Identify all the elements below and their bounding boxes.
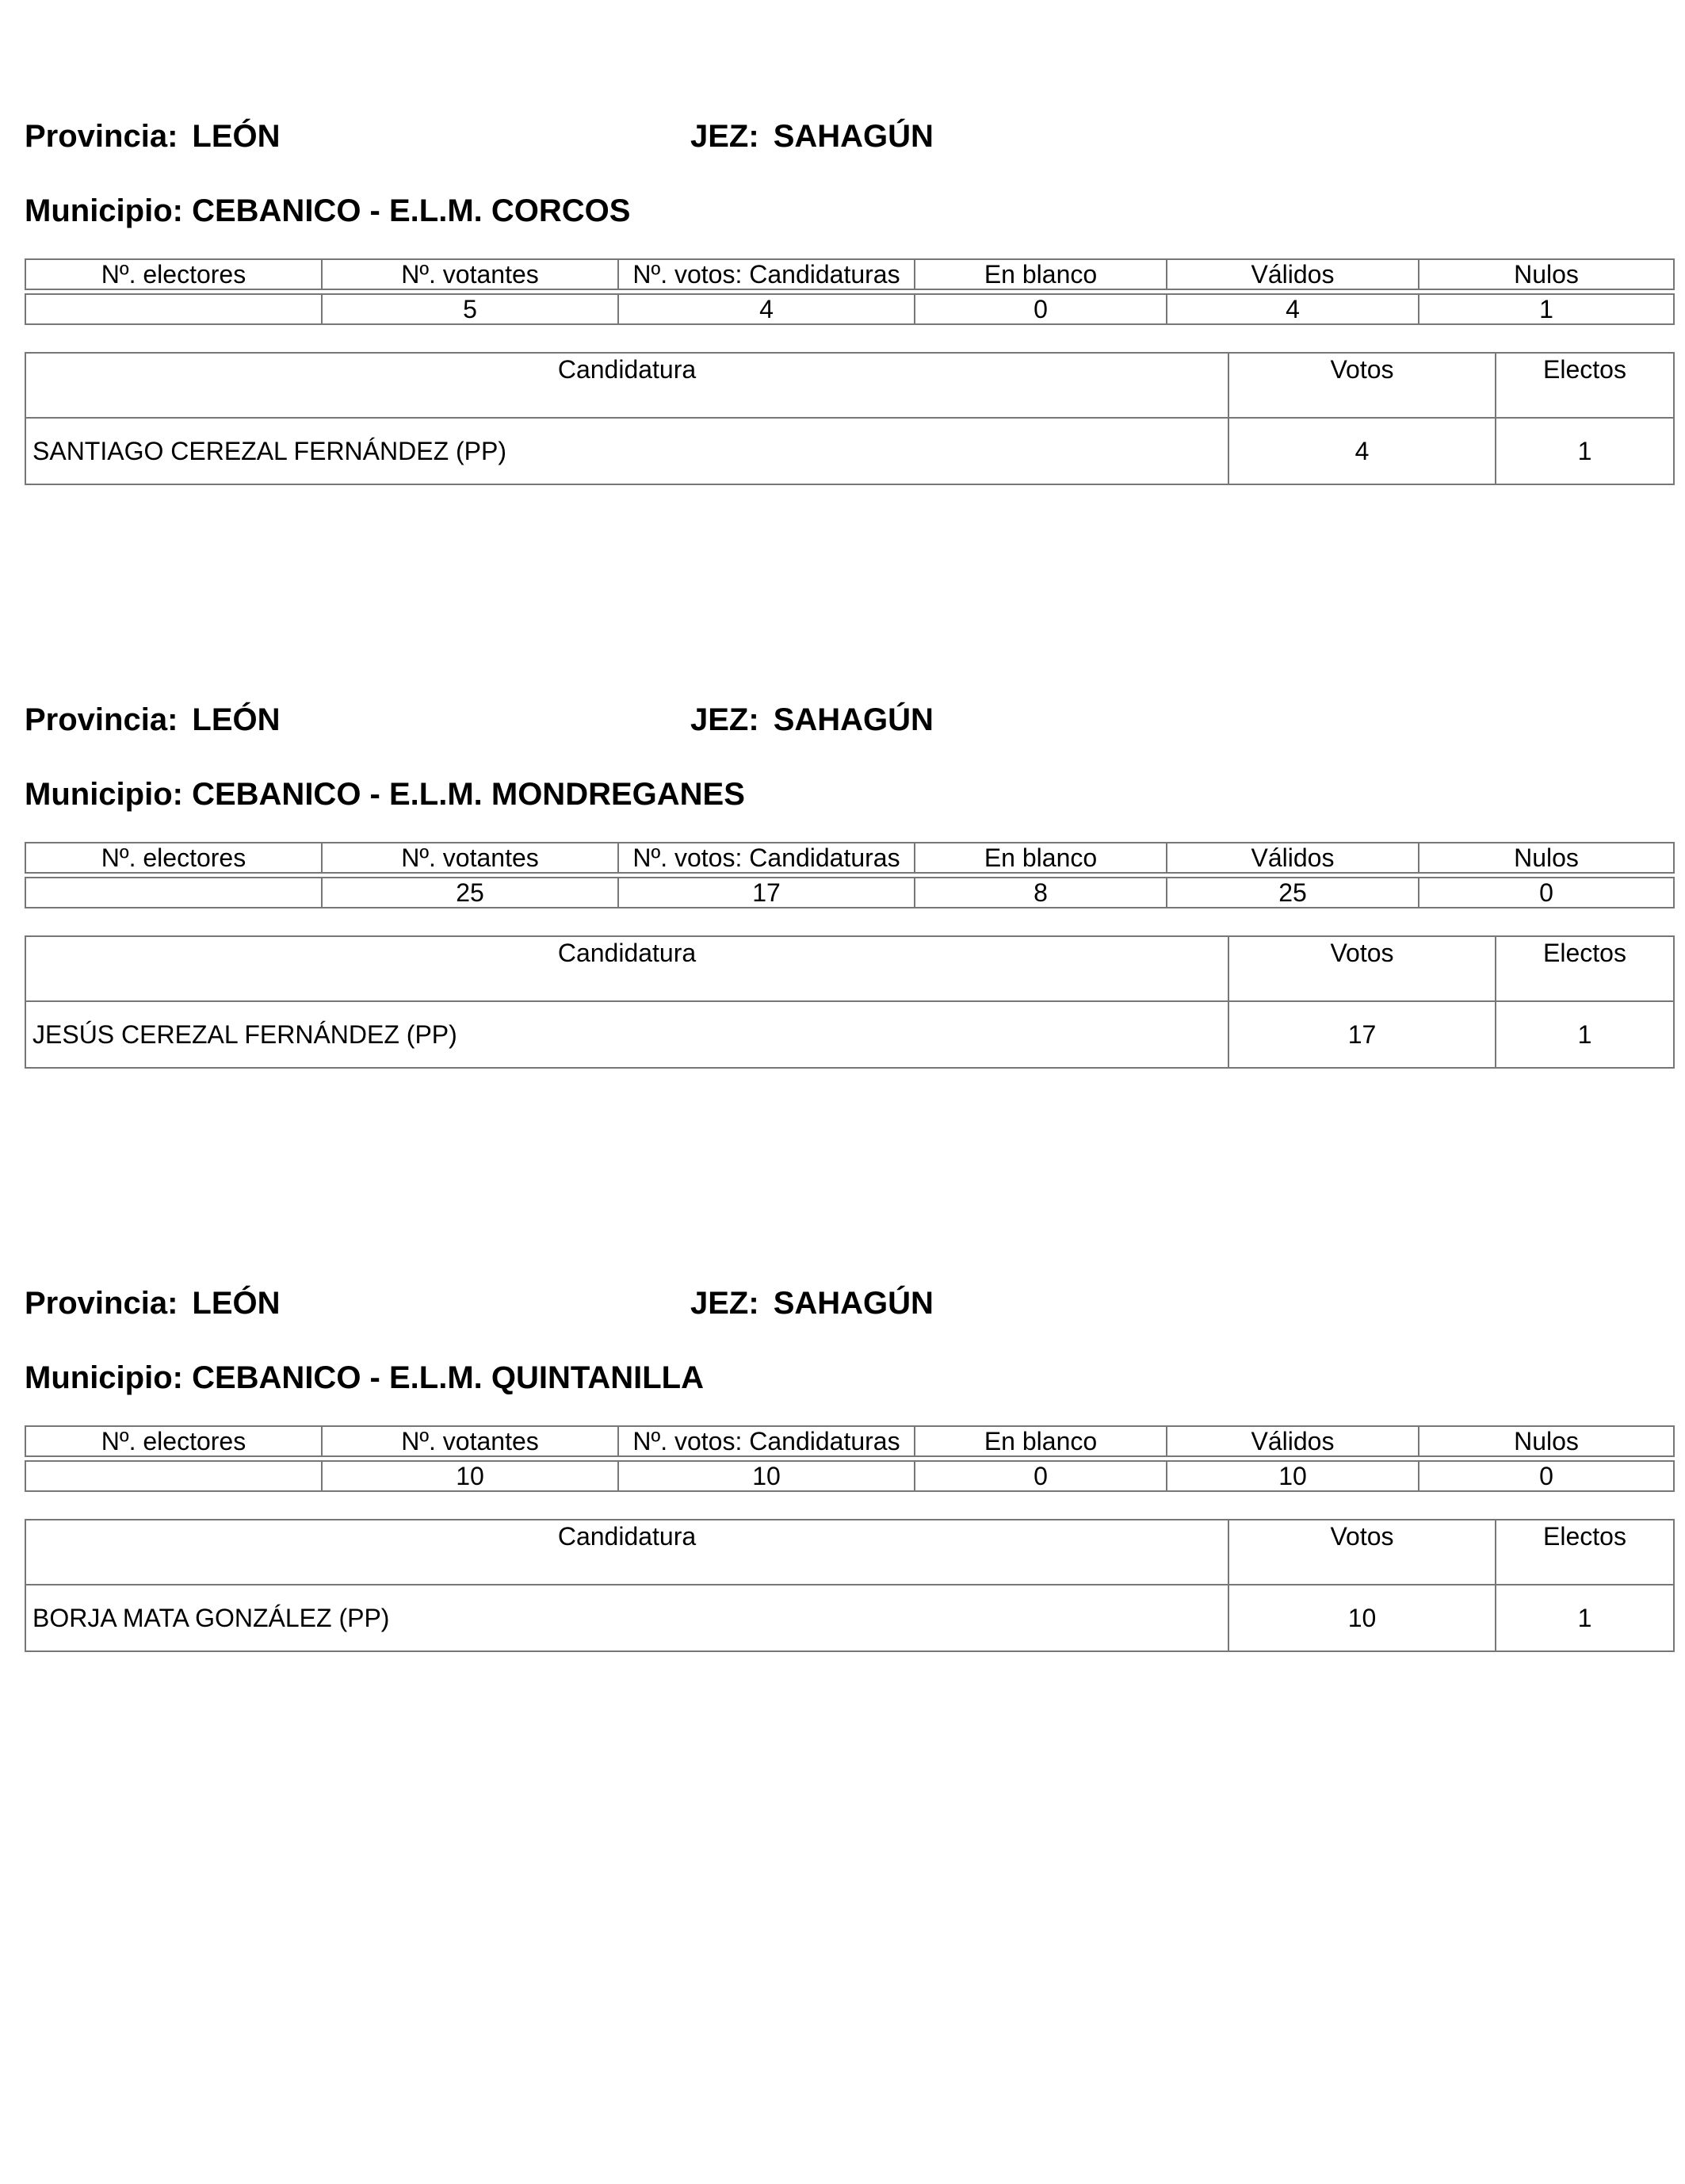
provincia-line — [25, 701, 281, 739]
stats-header-cell: En blanco — [915, 259, 1167, 289]
candidate-electos: 1 — [1496, 1585, 1674, 1651]
stats-table — [25, 258, 1675, 325]
jez-label: JEZ: — [690, 119, 759, 154]
candidate-electos: 1 — [1496, 418, 1674, 484]
stats-header-cell: Nº. electores — [25, 843, 322, 873]
candidate-electos: 1 — [1496, 1001, 1674, 1068]
jez-value: SAHAGÚN — [773, 119, 934, 154]
candidates-table — [25, 935, 1675, 1069]
provincia-label: Provincia: — [25, 1286, 178, 1321]
electos-header: Electos — [1496, 1520, 1674, 1585]
stats-value-cell: 17 — [618, 878, 915, 908]
stats-header-cell: Válidos — [1167, 1426, 1419, 1456]
candidates-table — [25, 1519, 1675, 1652]
municipio-label: Municipio: — [25, 1360, 183, 1395]
stats-header-cell: Nº. votantes — [322, 1426, 618, 1456]
candidates-table — [25, 352, 1675, 485]
jez-value: SAHAGÚN — [773, 702, 934, 737]
stats-header-cell: Nº. votos: Candidaturas — [618, 259, 915, 289]
jez-line — [690, 1284, 934, 1322]
municipio-line — [25, 1359, 704, 1397]
stats-value-cell — [25, 878, 322, 908]
candidate-row — [25, 1585, 1674, 1651]
candidate-votos: 10 — [1228, 1585, 1496, 1651]
electos-header: Electos — [1496, 936, 1674, 1001]
municipio-value: CEBANICO - E.L.M. QUINTANILLA — [192, 1360, 704, 1395]
stats-value-cell: 4 — [1167, 294, 1419, 324]
stats-value-cell: 0 — [1419, 878, 1674, 908]
stats-value-row — [25, 878, 1674, 908]
stats-header-cell: Nº. votantes — [322, 259, 618, 289]
stats-value-cell: 0 — [1419, 1461, 1674, 1491]
candidate-name: SANTIAGO CEREZAL FERNÁNDEZ (PP) — [25, 418, 1228, 484]
provincia-label: Provincia: — [25, 702, 178, 737]
candidate-name: BORJA MATA GONZÁLEZ (PP) — [25, 1585, 1228, 1651]
jez-value: SAHAGÚN — [773, 1286, 934, 1321]
votos-header: Votos — [1228, 1520, 1496, 1585]
stats-value-cell: 25 — [1167, 878, 1419, 908]
candidates-header-row — [25, 1520, 1674, 1585]
stats-header-cell: En blanco — [915, 843, 1167, 873]
municipio-value: CEBANICO - E.L.M. CORCOS — [192, 193, 631, 228]
stats-value-cell: 5 — [322, 294, 618, 324]
provincia-value: LEÓN — [192, 702, 281, 737]
stats-header-cell: En blanco — [915, 1426, 1167, 1456]
stats-table — [25, 1425, 1675, 1492]
stats-header-cell: Nº. electores — [25, 259, 322, 289]
stats-value-cell — [25, 1461, 322, 1491]
votos-header: Votos — [1228, 353, 1496, 418]
municipio-label: Municipio: — [25, 193, 183, 228]
provincia-line — [25, 1284, 281, 1322]
stats-value-cell: 25 — [322, 878, 618, 908]
stats-value-cell: 10 — [1167, 1461, 1419, 1491]
stats-value-cell: 10 — [618, 1461, 915, 1491]
municipio-value: CEBANICO - E.L.M. MONDREGANES — [192, 777, 745, 812]
votos-header: Votos — [1228, 936, 1496, 1001]
jez-label: JEZ: — [690, 702, 759, 737]
stats-value-cell: 8 — [915, 878, 1167, 908]
candidate-row — [25, 418, 1674, 484]
electos-header: Electos — [1496, 353, 1674, 418]
stats-value-row — [25, 294, 1674, 324]
candidate-name: JESÚS CEREZAL FERNÁNDEZ (PP) — [25, 1001, 1228, 1068]
stats-value-cell — [25, 294, 322, 324]
municipio-line — [25, 775, 745, 813]
stats-header-row — [25, 259, 1674, 289]
stats-value-cell: 10 — [322, 1461, 618, 1491]
stats-header-row — [25, 1426, 1674, 1456]
provincia-value: LEÓN — [192, 119, 281, 154]
jez-line — [690, 117, 934, 155]
candidate-votos: 4 — [1228, 418, 1496, 484]
stats-value-cell: 4 — [618, 294, 915, 324]
stats-value-cell: 0 — [915, 1461, 1167, 1491]
candidate-row — [25, 1001, 1674, 1068]
provincia-value: LEÓN — [192, 1286, 281, 1321]
stats-header-cell: Nulos — [1419, 259, 1674, 289]
municipio-label: Municipio: — [25, 777, 183, 812]
stats-header-cell: Nº. electores — [25, 1426, 322, 1456]
stats-header-cell: Válidos — [1167, 843, 1419, 873]
provincia-line — [25, 117, 281, 155]
stats-header-cell: Nulos — [1419, 1426, 1674, 1456]
stats-table — [25, 842, 1675, 908]
stats-header-row — [25, 843, 1674, 873]
candidates-header-row — [25, 353, 1674, 418]
stats-header-cell: Nulos — [1419, 843, 1674, 873]
stats-value-cell: 0 — [915, 294, 1167, 324]
candidates-header-row — [25, 936, 1674, 1001]
candidatura-header: Candidatura — [25, 936, 1228, 1001]
candidate-votos: 17 — [1228, 1001, 1496, 1068]
jez-label: JEZ: — [690, 1286, 759, 1321]
municipio-line — [25, 192, 630, 230]
stats-header-cell: Nº. votos: Candidaturas — [618, 843, 915, 873]
candidatura-header: Candidatura — [25, 353, 1228, 418]
stats-header-cell: Válidos — [1167, 259, 1419, 289]
candidatura-header: Candidatura — [25, 1520, 1228, 1585]
stats-value-row — [25, 1461, 1674, 1491]
stats-header-cell: Nº. votantes — [322, 843, 618, 873]
stats-value-cell: 1 — [1419, 294, 1674, 324]
stats-header-cell: Nº. votos: Candidaturas — [618, 1426, 915, 1456]
jez-line — [690, 701, 934, 739]
provincia-label: Provincia: — [25, 119, 178, 154]
